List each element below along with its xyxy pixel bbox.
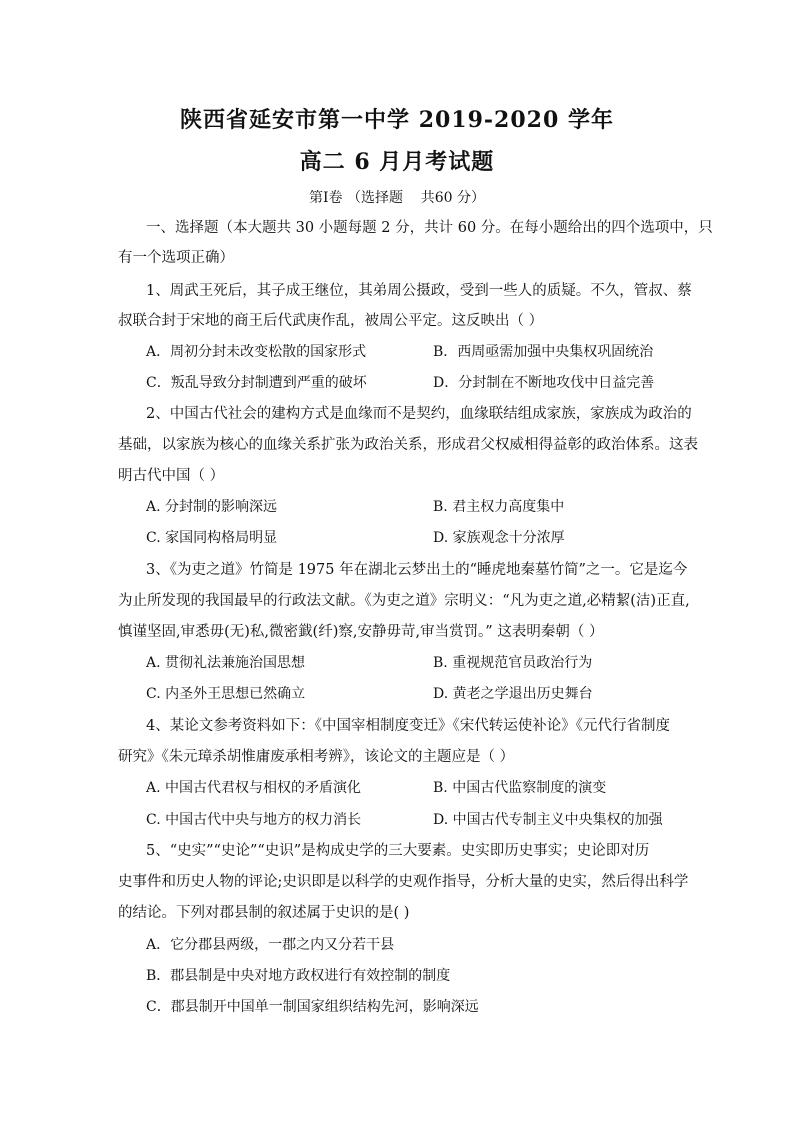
question-3-text: 为止所发现的我国最早的行政法文献。《为吏之道》宗明义：“凡为吏之道,必精絜(洁)正直,	[118, 593, 690, 609]
question-5-text: 5、“史实”“史论”“史识”是构成史学的三大要素。史实即历史事实；史论即对历	[146, 843, 650, 859]
question-1-option-c[interactable]: C．叛乱导致分封制遭到严重的破坏	[146, 375, 367, 391]
exam-title: 陕西省延安市第一中学 2019-2020 学年	[180, 107, 614, 133]
question-3-option-c[interactable]: C. 内圣外王思想已然确立	[146, 686, 306, 702]
question-2-text: 2、中国古代社会的建构方式是血缘而不是契约，血缘联结组成家族，家族成为政治的	[146, 406, 692, 422]
question-2-text: 基础，以家族为核心的血缘关系扩张为政治关系，形成君父权威相得益彰的政治体系。这表	[118, 437, 698, 453]
question-2-option-a[interactable]: A. 分封制的影响深远	[146, 499, 278, 515]
question-3-option-a[interactable]: A. 贯彻礼法兼施治国思想	[146, 655, 306, 671]
question-3-option-b[interactable]: B. 重视规范官员政治行为	[433, 655, 593, 671]
question-1-option-a[interactable]: A．周初分封未改变松散的国家形式	[146, 344, 367, 360]
question-1-option-d[interactable]: D．分封制在不断地攻伐中日益完善	[433, 375, 655, 391]
question-5-option-a[interactable]: A．它分郡县两级，一郡之内又分若干县	[146, 937, 395, 953]
section-heading: 第Ⅰ卷 （选择题 共60 分）	[308, 190, 486, 206]
question-2-option-d[interactable]: D. 家族观念十分浓厚	[433, 530, 565, 546]
question-4-text: 研究》《朱元璋杀胡惟庸废承相考辨》，该论文的主题应是（ ）	[118, 749, 515, 765]
question-4-option-b[interactable]: B. 中国古代监察制度的演变	[433, 780, 607, 796]
instructions-line: 有一个选项正确）	[118, 250, 234, 266]
question-2-option-c[interactable]: C. 家国同构格局明显	[146, 530, 278, 546]
question-4-option-a[interactable]: A. 中国古代君权与相权的矛盾演化	[146, 780, 362, 796]
question-4-option-d[interactable]: D. 中国古代专制主义中央集权的加强	[433, 812, 663, 828]
question-5-option-c[interactable]: C．郡县制开中国单一制国家组织结构先河，影响深远	[146, 999, 479, 1015]
question-1-option-b[interactable]: B．西周亟需加强中央集权巩固统治	[433, 344, 654, 360]
question-1-text: 1、周武王死后，其子成王继位，其弟周公摄政，受到一些人的质疑。不久，管叔、蔡	[146, 283, 692, 299]
question-2-text: 明古代中国（ ）	[118, 468, 225, 484]
question-4-option-c[interactable]: C. 中国古代中央与地方的权力消长	[146, 812, 362, 828]
question-3-option-d[interactable]: D. 黄老之学退出历史舞台	[433, 686, 593, 702]
question-5-option-b[interactable]: B．郡县制是中央对地方政权进行有效控制的制度	[146, 968, 451, 984]
question-3-text: 慎谨坚固,审悉毋(无)私,微密韱(纤)察,安静毋苛,审当赏罚。” 这表明秦朝（ ）	[118, 624, 604, 640]
question-2-option-b[interactable]: B. 君主权力高度集中	[433, 499, 565, 515]
question-1-text: 叔联合封于宋地的商王后代武庚作乱，被周公平定。这反映出（ ）	[118, 313, 544, 329]
exam-subtitle: 高二 6 月月考试题	[299, 149, 495, 175]
question-5-text: 史事件和历史人物的评论;史识即是以科学的史观作指导，分析大量的史实，然后得出科学	[118, 874, 689, 890]
question-5-text: 的结论。下列对郡县制的叙述属于史识的是( )	[118, 905, 410, 921]
question-4-text: 4、某论文参考资料如下：《中国宰相制度变迁》《宋代转运使补论》《元代行省制度	[146, 718, 670, 734]
instructions-line: 一、选择题（本大题共 30 小题每题 2 分，共计 60 分。在每小题给出的四个选项中，只	[146, 220, 713, 236]
question-3-text: 3、《为吏之道》竹简是 1975 年在湖北云梦出土的“睡虎地秦墓竹简”之一。它是迄今	[146, 562, 688, 578]
